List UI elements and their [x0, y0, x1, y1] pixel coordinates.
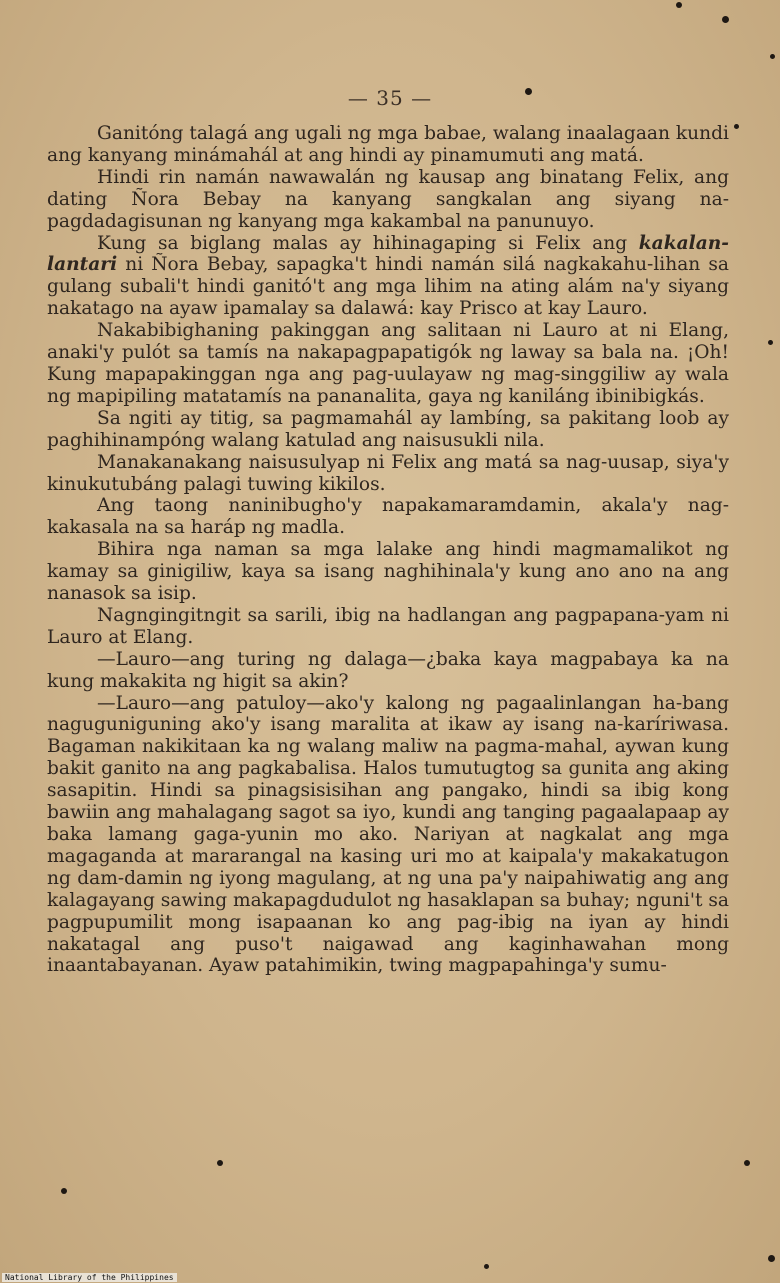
body-text	[47, 123, 729, 977]
paragraph: Ang taong naninibugho'y napakamaramdamin, akala'y nag-kakasala na sa haráp ng madla.	[47, 495, 729, 539]
paper-speck	[676, 2, 682, 8]
paragraph: Bihira nga naman sa mga lalake ang hindi magmamalikot ng kamay sa ginigiliw, kaya sa isang naghihinala'y kung ano ano na ang nanasok sa isip.	[47, 539, 729, 605]
italic-term: kakalan-lantari	[47, 232, 729, 276]
paragraph: —Lauro—ang patuloy—ako'y kalong ng pagaalinlangan ha-bang nagugunigunіng ako'y isang maralita at ikaw ay isang na-karíriwasa. Bagaman nakikitaan ka ng walang maliw na pagma-mahal, aywan kung bakit ganito na ang pagkabalisa. Halos tumutugtog sa gunita ang aking sasapitin. Hindi sa pinagsisisihan ang pangako, hindi sa ibig kong bawiin ang mahalagang sagot sa iyo, kundi ang tanging pagaalapaap ay baka lamang gaga-yunin mo ako. Nariyan at nagkalat ang mga magaganda at mararangal na kasing uri mo at kaipala'y makakatugon ng dam-damin ng iyong magulang, at ng una pa'y naipahiwatig ang ang kalagayang sawing makapagdudulot ng hasaklapan sa buhay; nguni't sa pagpupumilit mong isapaanan ko ang pag-ibig na iyan ay hindi nakatagal ang puso't naigawad ang kaginhawahan mong inaantabayanan. Ayaw patahimikin, twing magpapahinga'y sumu-	[47, 692, 729, 977]
paper-speck	[770, 54, 775, 59]
page-number: — 35 —	[347, 86, 433, 110]
paper-speck	[744, 1160, 750, 1166]
paragraph: Manakanakang naisusulyap ni Felix ang matá sa nag-uusap, siya'y kinukutubáng palagi tuwing kikilos.	[47, 451, 729, 495]
paragraph: Sa ngiti ay titig, sa pagmamahál ay lambíng, sa pakitang loob ay paghihinampóng walang katulad ang naisusukli nila.	[47, 407, 729, 451]
paper-speck	[217, 1160, 223, 1166]
paper-speck	[734, 124, 739, 129]
paper-speck	[61, 1188, 67, 1194]
paragraph: Ganitóng talagá ang ugali ng mga babae, walang inaalagaan kundi ang kanyang minámahál at ang hindi ay pinamumuti ang matá.	[47, 123, 729, 166]
paragraph-tail: ni Ñora Bebay, sapagka't hindi namán silá nagkakahu-lihan sa gulang subali't hindi ganitó't ang mga lihim na ating alám na'y siyang nakatago na ayaw ipamalay sa dalawá: kay Prisco at kay Lauro.	[47, 254, 729, 320]
paper-speck	[484, 1264, 489, 1269]
paragraph: Nagngingitngit sa sarili, ibig na hadlangan ang pagpapana-yam ni Lauro at Elang.	[47, 604, 729, 648]
paper-speck	[768, 1255, 775, 1262]
paragraph: Hindi rin namán nawawalán ng kausap ang binatang Felix, ang dating Ñora Bebay na kanyang sangkalan ang siyang na-pagdadagisunan ng kanyang mga kakambal na panunuyo.	[47, 166, 729, 232]
library-footer: National Library of the Philippines	[2, 1273, 177, 1282]
paper-speck	[525, 88, 532, 95]
paper-speck	[722, 16, 729, 23]
paragraph-lead: Kung sa biglang malas ay hihinagaping si Felix ang	[97, 232, 639, 254]
paragraph	[47, 233, 729, 321]
paragraph: —Lauro—ang turing ng dalaga—¿baka kaya magpabaya ka na kung makakita ng higit sa akin?	[47, 648, 729, 692]
paragraph: Nakabibighaning pakinggan ang salitaan ni Lauro at ni Elang, anaki'y pulót sa tamís na nakapagpapatigók ng laway sa bala na. ¡Oh! Kung mapapakinggan nga ang pag-uulayaw ng mag-singgiliw ay wala ng mapipiling matatamís na pananalita, gaya ng kaniláng ibinibigkás.	[47, 320, 729, 407]
paper-speck	[768, 340, 773, 345]
